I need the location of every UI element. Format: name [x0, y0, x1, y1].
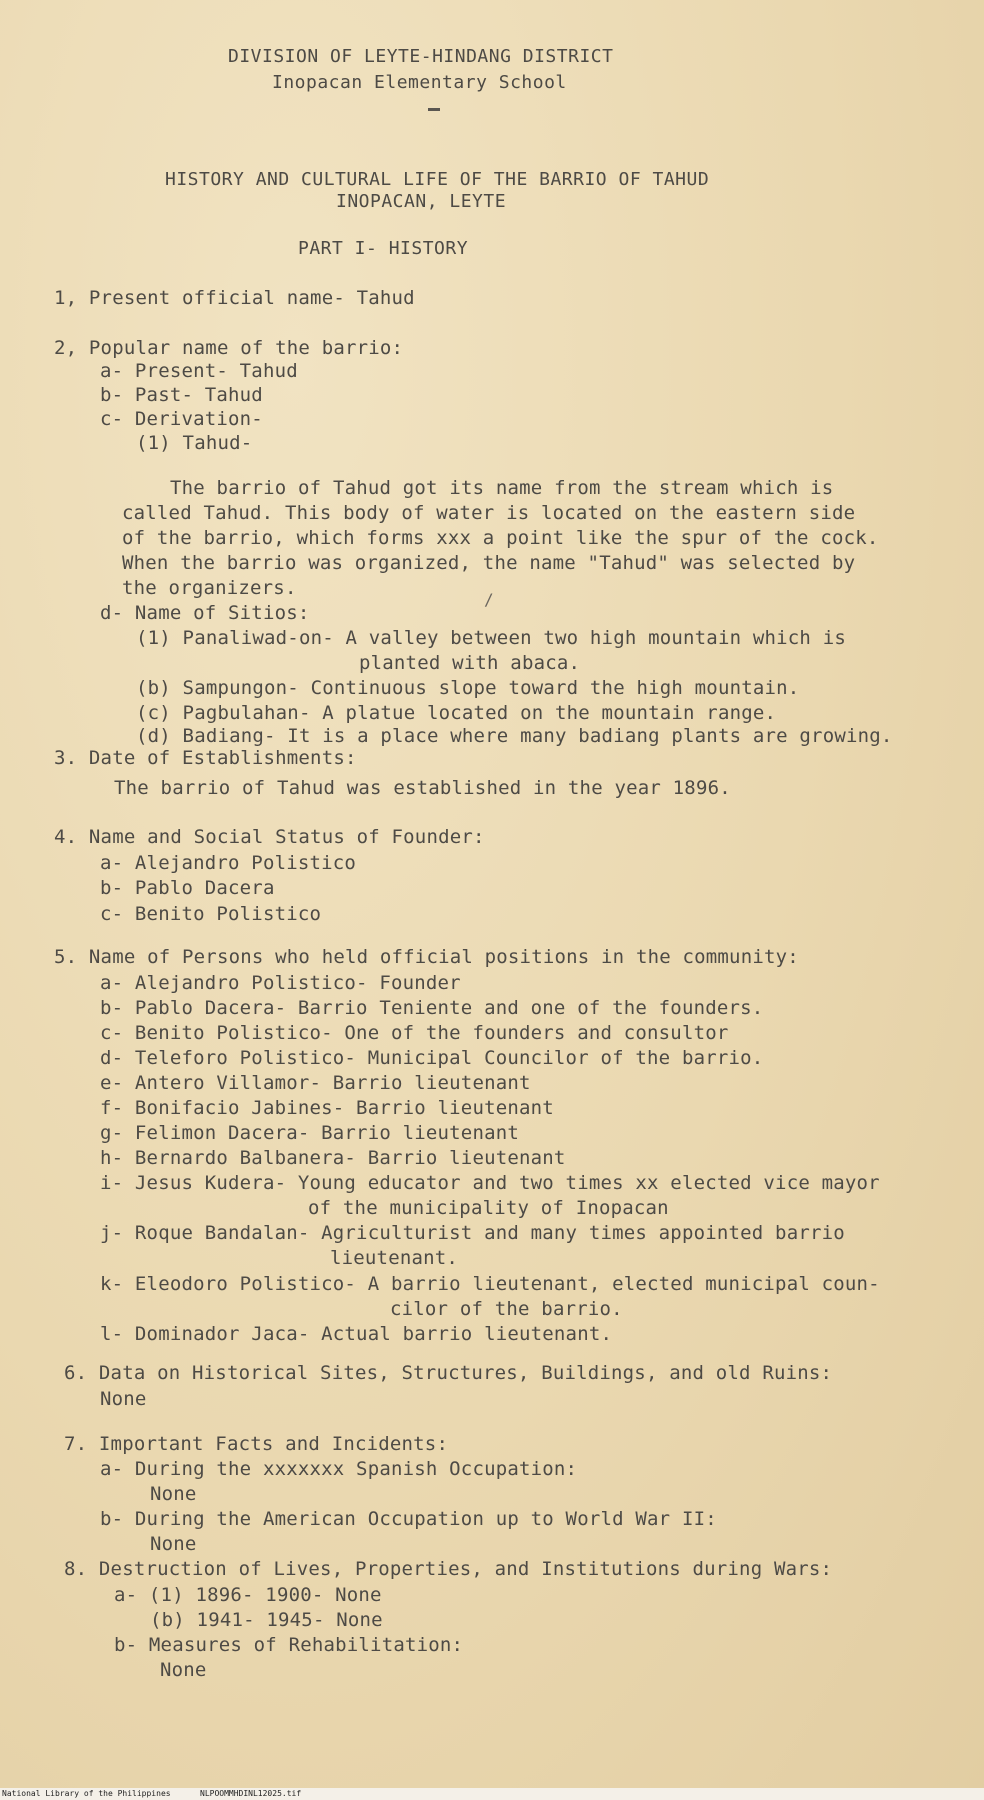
- stray-mark: /: [484, 590, 494, 609]
- founder-b: b- Pablo Dacera: [100, 877, 275, 899]
- official-d: d- Teleforo Polistico- Municipal Councilor of the barrio.: [100, 1047, 764, 1069]
- item-2c-1: (1) Tahud-: [136, 432, 253, 454]
- founder-a: a- Alejandro Polistico: [100, 852, 357, 874]
- item-6-historical-sites: 6. Data on Historical Sites, Structures, Buildings, and old Ruins:: [64, 1362, 833, 1384]
- sitio-1: (1) Panaliwad-on- A valley between two high mountain which is: [136, 627, 846, 649]
- document-subtitle: INOPACAN, LEYTE: [336, 191, 507, 212]
- item-1-official-name: 1, Present official name- Tahud: [54, 287, 415, 309]
- item-2d-sitios: d- Name of Sitios:: [100, 602, 310, 624]
- item-2c: c- Derivation-: [100, 408, 263, 430]
- official-j-continued: lieutenant.: [330, 1247, 459, 1269]
- founder-c: c- Benito Polistico: [100, 903, 322, 925]
- item-7a: a- During the xxxxxxx Spanish Occupation:: [100, 1458, 578, 1480]
- derivation-paragraph-line: of the barrio, which forms xxx a point like the spur of the cock.: [122, 527, 879, 549]
- official-i-continued: of the municipality of Inopacan: [308, 1197, 669, 1219]
- item-8a: a- (1) 1896- 1900- None: [114, 1584, 382, 1606]
- item-2a: a- Present- Tahud: [100, 360, 298, 382]
- item-2-popular-name: 2, Popular name of the barrio:: [54, 337, 404, 359]
- item-8a-b: (b) 1941- 1945- None: [150, 1609, 383, 1631]
- item-2b: b- Past- Tahud: [100, 384, 263, 406]
- official-f: f- Bonifacio Jabines- Barrio lieutenant: [100, 1097, 554, 1119]
- item-8b: b- Measures of Rehabilitation:: [114, 1634, 464, 1656]
- derivation-paragraph-line: the organizers.: [122, 577, 297, 599]
- item-3-detail: The barrio of Tahud was established in the year 1896.: [114, 777, 731, 799]
- item-7b-answer: None: [150, 1533, 197, 1555]
- official-e: e- Antero Villamor- Barrio lieutenant: [100, 1072, 531, 1094]
- derivation-paragraph-line: The barrio of Tahud got its name from the stream which is: [170, 477, 834, 499]
- official-k-continued: cilor of the barrio.: [390, 1298, 623, 1320]
- official-j: j- Roque Bandalan- Agriculturist and many times appointed barrio: [100, 1222, 845, 1244]
- library-credit: National Library of the Philippines: [2, 1789, 171, 1798]
- sitio-1-continued: planted with abaca.: [359, 652, 581, 674]
- item-4-founders: 4. Name and Social Status of Founder:: [54, 826, 485, 848]
- header-dash: [428, 108, 440, 111]
- derivation-paragraph-line: called Tahud. This body of water is located on the eastern side: [122, 502, 856, 524]
- item-8b-answer: None: [160, 1659, 207, 1681]
- sitio-c: (c) Pagbulahan- A platue located on the mountain range.: [136, 702, 777, 724]
- sitio-d: (d) Badiang- It is a place where many badiang plants are growing.: [136, 725, 893, 747]
- item-5-officials: 5. Name of Persons who held official positions in the community:: [54, 946, 799, 968]
- school-name: Inopacan Elementary School: [272, 72, 567, 93]
- item-3-establishment: 3. Date of Establishments:: [54, 747, 357, 769]
- official-l: l- Dominador Jaca- Actual barrio lieutenant.: [100, 1323, 613, 1345]
- document-title: HISTORY AND CULTURAL LIFE OF THE BARRIO OF TAHUD: [165, 169, 710, 190]
- official-h: h- Bernardo Balbanera- Barrio lieutenant: [100, 1147, 566, 1169]
- derivation-paragraph-line: When the barrio was organized, the name "Tahud" was selected by: [122, 552, 856, 574]
- item-7-facts: 7. Important Facts and Incidents:: [64, 1433, 449, 1455]
- item-7a-answer: None: [150, 1483, 197, 1505]
- official-i: i- Jesus Kudera- Young educator and two times xx elected vice mayor: [100, 1172, 880, 1194]
- official-a: a- Alejandro Polistico- Founder: [100, 972, 461, 994]
- official-b: b- Pablo Dacera- Barrio Teniente and one of the founders.: [100, 997, 764, 1019]
- part-heading: PART I- HISTORY: [298, 238, 469, 259]
- archive-footer: [0, 1788, 984, 1800]
- item-7b: b- During the American Occupation up to World War II:: [100, 1508, 717, 1530]
- file-name: NLPOOMMHDINL12025.tif: [200, 1789, 302, 1798]
- official-k: k- Eleodoro Polistico- A barrio lieutenant, elected municipal coun-: [100, 1273, 880, 1295]
- division-header: DIVISION OF LEYTE-HINDANG DISTRICT: [228, 46, 614, 67]
- item-8-destruction: 8. Destruction of Lives, Properties, and Institutions during Wars:: [64, 1558, 833, 1580]
- sitio-b: (b) Sampungon- Continuous slope toward the high mountain.: [136, 677, 800, 699]
- official-g: g- Felimon Dacera- Barrio lieutenant: [100, 1122, 520, 1144]
- official-c: c- Benito Polistico- One of the founders and consultor: [100, 1022, 729, 1044]
- item-6-answer: None: [100, 1388, 147, 1410]
